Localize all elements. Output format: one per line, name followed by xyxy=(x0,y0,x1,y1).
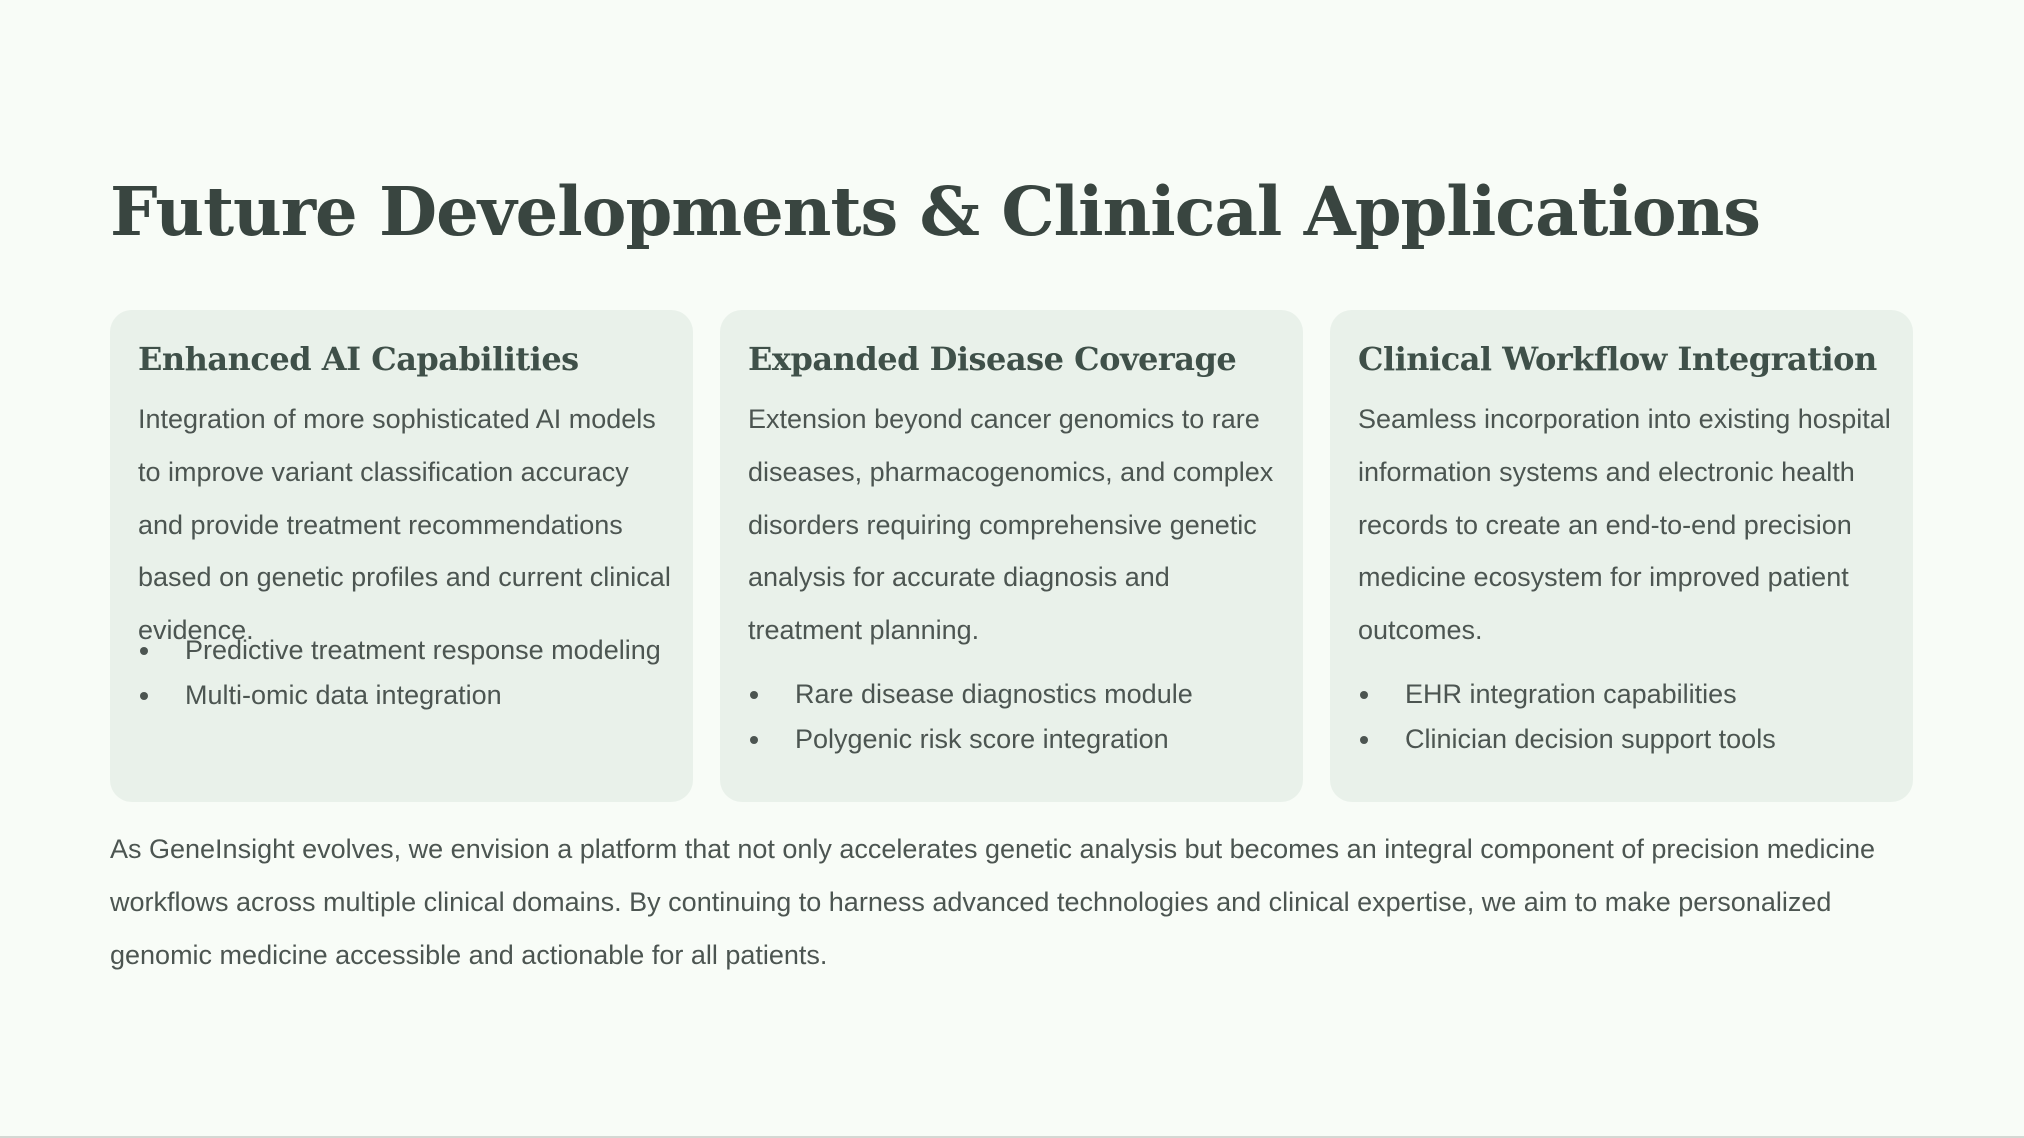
card-title: Enhanced AI Capabilities xyxy=(138,340,579,378)
card-title: Expanded Disease Coverage xyxy=(748,340,1237,378)
card-clinical-workflow-integration xyxy=(1330,310,1913,802)
list-item: Predictive treatment response modeling xyxy=(138,624,668,677)
list-item: Rare disease diagnostics module xyxy=(748,668,1278,721)
card-title: Clinical Workflow Integration xyxy=(1358,340,1877,378)
card-expanded-disease-coverage xyxy=(720,310,1303,802)
list-item: Multi-omic data integration xyxy=(138,669,668,722)
card-bullet-list xyxy=(138,624,668,722)
list-item: Clinician decision support tools xyxy=(1358,713,1888,766)
page-title: Future Developments & Clinical Applications xyxy=(110,172,1761,251)
card-description: Seamless incorporation into existing hospital information systems and electronic health records to create an end-to-end precision medicine ecosystem for improved patient outcomes. xyxy=(1358,404,1891,646)
card-bullet-list xyxy=(748,668,1278,766)
card-enhanced-ai-capabilities xyxy=(110,310,693,802)
card-bullet-list xyxy=(1358,668,1888,766)
conclusion-paragraph: As GeneInsight evolves, we envision a platform that not only accelerates genetic analysis but becomes an integral component of precision medicine workflows across multiple clinical domains. By continuing to harness advanced technologies and clinical expertise, we aim to make personalized genomic medicine accessible and actionable for all patients. xyxy=(110,834,1875,970)
card-description: Extension beyond cancer genomics to rare diseases, pharmacogenomics, and complex disorders requiring comprehensive genetic analysis for accurate diagnosis and treatment planning. xyxy=(748,404,1274,646)
list-item: Polygenic risk score integration xyxy=(748,713,1278,766)
card-description: Integration of more sophisticated AI models to improve variant classification accuracy and provide treatment recommendations based on genetic profiles and current clinical evidence. xyxy=(138,404,671,646)
list-item: EHR integration capabilities xyxy=(1358,668,1888,721)
